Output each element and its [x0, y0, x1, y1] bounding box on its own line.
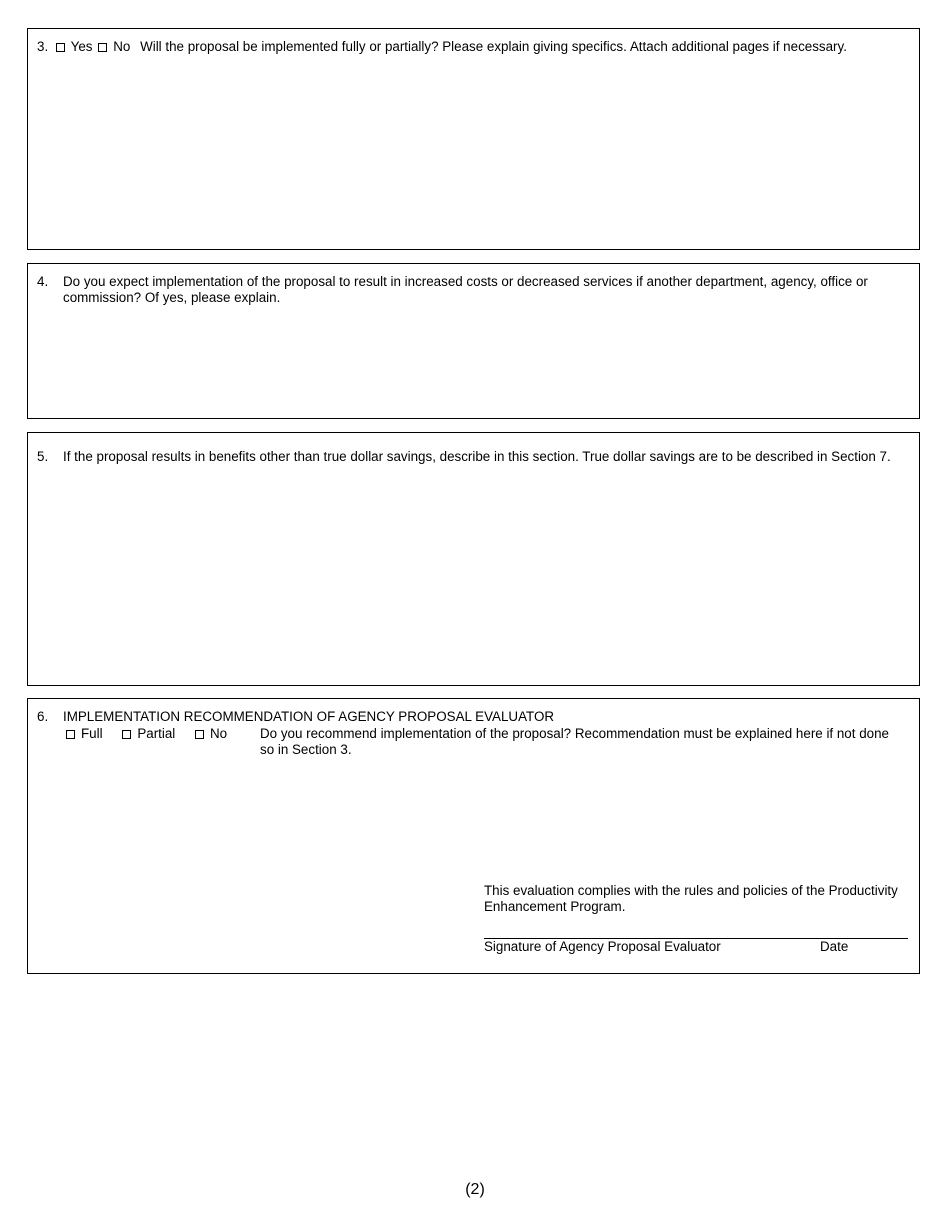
section-6-heading: IMPLEMENTATION RECOMMENDATION OF AGENCY PROPOSAL EVALUATOR: [63, 709, 555, 724]
section-4-number: 4.: [37, 274, 49, 289]
full-checkbox[interactable]: [66, 730, 75, 739]
no-option[interactable]: [195, 726, 227, 742]
date-label: Date: [820, 939, 849, 954]
section-4-answer-area[interactable]: [28, 310, 919, 418]
partial-label: Partial: [137, 726, 176, 741]
full-option[interactable]: [66, 726, 103, 742]
section-3-no-option[interactable]: [98, 39, 130, 55]
no-checkbox[interactable]: [195, 730, 204, 739]
yes-checkbox[interactable]: [56, 43, 65, 52]
partial-checkbox[interactable]: [122, 730, 131, 739]
section-5-number: 5.: [37, 449, 49, 464]
section-5-question: If the proposal results in benefits other than true dollar savings, describe in this section. True dollar savings are to be described in Section 7.: [63, 449, 891, 464]
section-3-number: 3.: [37, 39, 49, 54]
no-checkbox[interactable]: [98, 43, 107, 52]
section-6-question: Do you recommend implementation of the proposal? Recommendation must be explained here if not done so in Section 3.: [260, 726, 889, 757]
no-label: No: [210, 726, 228, 741]
page-number: (2): [465, 1181, 485, 1198]
section-5-box: [27, 432, 920, 686]
signature-labels: [484, 939, 908, 955]
compliance-statement: This evaluation complies with the rules and policies of the Productivity Enhancement Program.: [484, 883, 898, 914]
partial-option[interactable]: [122, 726, 175, 742]
section-6-number: 6.: [37, 709, 49, 724]
section-3-box: [27, 28, 920, 250]
section-3-question: Will the proposal be implemented fully or partially? Please explain giving specifics. Attach additional pages if necessary.: [140, 39, 847, 54]
no-label: No: [113, 39, 131, 54]
signature-label: Signature of Agency Proposal Evaluator: [484, 939, 721, 954]
section-3-yes-option[interactable]: [56, 39, 93, 55]
full-label: Full: [81, 726, 103, 741]
section-4-question: Do you expect implementation of the proposal to result in increased costs or decreased services if another department, agency, office or commission? Of yes, please explain.: [63, 274, 868, 305]
section-6-options: [66, 726, 227, 742]
section-6-box: [27, 698, 920, 974]
section-3-answer-area[interactable]: [28, 59, 919, 249]
section-5-answer-area[interactable]: [28, 471, 919, 685]
section-6-answer-area[interactable]: [28, 761, 919, 871]
section-3-header: [37, 39, 847, 55]
section-4-box: [27, 263, 920, 419]
yes-label: Yes: [70, 39, 93, 54]
